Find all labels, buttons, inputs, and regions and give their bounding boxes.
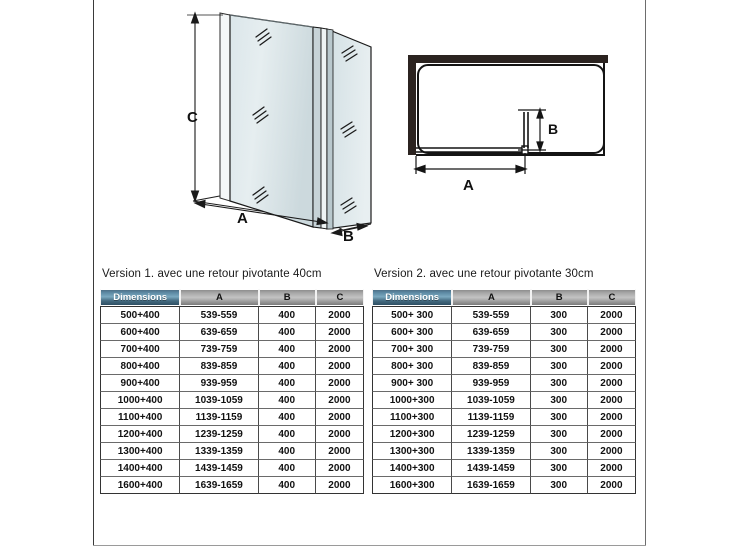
- table-row: [100, 306, 364, 324]
- table-cell-b: 300: [531, 460, 588, 477]
- table-header-row: [100, 289, 364, 306]
- table-cell-dimensions: 700+ 300: [372, 341, 452, 358]
- table-cell-dimensions: 900+400: [100, 375, 180, 392]
- dimensions-table-2: [372, 289, 636, 494]
- table-cell-dimensions: 1000+400: [100, 392, 180, 409]
- table-row: [100, 409, 364, 426]
- shower-screen-isometric-diagram: [175, 5, 385, 250]
- table-row: [100, 324, 364, 341]
- table-cell-b: 400: [259, 426, 316, 443]
- table-cell-b: 400: [259, 306, 316, 324]
- table-cell-b: 300: [531, 409, 588, 426]
- table-cell-b: 300: [531, 477, 588, 494]
- page-border-right: [645, 0, 646, 546]
- table-cell-c: 2000: [316, 306, 364, 324]
- svg-text:A: A: [237, 210, 248, 227]
- page-border-bottom: [93, 545, 646, 546]
- table-cell-dimensions: 1100+400: [100, 409, 180, 426]
- table-row: [372, 375, 636, 392]
- table-caption-version-2: Version 2. avec une retour pivotante 30cm: [374, 268, 594, 280]
- table-row: [372, 409, 636, 426]
- table-cell-dimensions: 1300+400: [100, 443, 180, 460]
- table-cell-c: 2000: [588, 460, 636, 477]
- table-row: [372, 358, 636, 375]
- table-row: [372, 426, 636, 443]
- table-cell-c: 2000: [316, 341, 364, 358]
- table-cell-b: 300: [531, 306, 588, 324]
- table-row: [100, 358, 364, 375]
- table-row: [372, 477, 636, 494]
- svg-text:A: A: [463, 177, 474, 194]
- table-cell-a: 1339-1359: [452, 443, 530, 460]
- table-cell-c: 2000: [588, 443, 636, 460]
- table-cell-b: 300: [531, 324, 588, 341]
- table-row: [372, 341, 636, 358]
- table-cell-a: 939-959: [180, 375, 258, 392]
- table-body-1: [100, 306, 364, 494]
- table-row: [372, 443, 636, 460]
- table-cell-c: 2000: [588, 409, 636, 426]
- column-header-a: A: [452, 289, 530, 306]
- table-row: [100, 426, 364, 443]
- table-cell-a: 639-659: [452, 324, 530, 341]
- table-cell-a: 939-959: [452, 375, 530, 392]
- table-cell-dimensions: 1300+300: [372, 443, 452, 460]
- table-cell-c: 2000: [316, 426, 364, 443]
- spec-table-version-1: [100, 268, 364, 494]
- table-cell-c: 2000: [316, 358, 364, 375]
- table-caption-version-1: Version 1. avec une retour pivotante 40cm: [102, 268, 322, 280]
- table-cell-a: 739-759: [452, 341, 530, 358]
- table-cell-c: 2000: [316, 375, 364, 392]
- table-cell-a: 1039-1059: [452, 392, 530, 409]
- column-header-a: A: [180, 289, 258, 306]
- column-header-dimensions: Dimensions: [372, 289, 452, 306]
- svg-text:C: C: [187, 109, 198, 126]
- table-cell-b: 400: [259, 460, 316, 477]
- table-cell-a: 739-759: [180, 341, 258, 358]
- table-cell-b: 300: [531, 392, 588, 409]
- table-cell-dimensions: 600+ 300: [372, 324, 452, 341]
- table-cell-a: 1639-1659: [452, 477, 530, 494]
- table-cell-dimensions: 800+400: [100, 358, 180, 375]
- table-body-2: [372, 306, 636, 494]
- table-cell-dimensions: 1400+400: [100, 460, 180, 477]
- table-cell-dimensions: 600+400: [100, 324, 180, 341]
- table-row: [372, 306, 636, 324]
- table-cell-c: 2000: [316, 409, 364, 426]
- table-cell-c: 2000: [588, 426, 636, 443]
- table-cell-b: 300: [531, 375, 588, 392]
- table-cell-a: 1139-1159: [452, 409, 530, 426]
- svg-text:B: B: [343, 228, 354, 245]
- table-cell-b: 400: [259, 341, 316, 358]
- table-cell-a: 1239-1259: [180, 426, 258, 443]
- column-header-b: B: [259, 289, 316, 306]
- table-cell-dimensions: 900+ 300: [372, 375, 452, 392]
- table-cell-dimensions: 1000+300: [372, 392, 452, 409]
- table-cell-a: 1339-1359: [180, 443, 258, 460]
- table-cell-b: 400: [259, 358, 316, 375]
- table-cell-dimensions: 1200+300: [372, 426, 452, 443]
- table-row: [100, 477, 364, 494]
- column-header-c: C: [588, 289, 636, 306]
- table-cell-a: 1439-1459: [452, 460, 530, 477]
- table-cell-c: 2000: [588, 477, 636, 494]
- table-row: [100, 341, 364, 358]
- table-cell-b: 400: [259, 324, 316, 341]
- table-cell-dimensions: 1100+300: [372, 409, 452, 426]
- table-row: [100, 392, 364, 409]
- table-cell-dimensions: 500+ 300: [372, 306, 452, 324]
- column-header-c: C: [316, 289, 364, 306]
- table-cell-c: 2000: [588, 358, 636, 375]
- page-border-left: [93, 0, 94, 546]
- table-cell-c: 2000: [588, 341, 636, 358]
- table-header-row: [372, 289, 636, 306]
- table-cell-a: 539-559: [180, 306, 258, 324]
- table-row: [100, 375, 364, 392]
- table-cell-a: 639-659: [180, 324, 258, 341]
- svg-text:B: B: [548, 121, 559, 137]
- table-row: [372, 324, 636, 341]
- table-cell-a: 839-859: [452, 358, 530, 375]
- table-cell-dimensions: 800+ 300: [372, 358, 452, 375]
- table-cell-b: 300: [531, 426, 588, 443]
- table-cell-dimensions: 1600+300: [372, 477, 452, 494]
- table-cell-dimensions: 1400+300: [372, 460, 452, 477]
- column-header-b: B: [531, 289, 588, 306]
- table-cell-b: 400: [259, 392, 316, 409]
- table-cell-dimensions: 700+400: [100, 341, 180, 358]
- table-cell-b: 400: [259, 409, 316, 426]
- table-cell-c: 2000: [316, 443, 364, 460]
- table-cell-dimensions: 1600+400: [100, 477, 180, 494]
- table-cell-dimensions: 1200+400: [100, 426, 180, 443]
- table-cell-a: 1239-1259: [452, 426, 530, 443]
- table-cell-b: 400: [259, 375, 316, 392]
- table-row: [100, 443, 364, 460]
- table-cell-c: 2000: [316, 392, 364, 409]
- table-cell-c: 2000: [316, 460, 364, 477]
- table-row: [372, 460, 636, 477]
- table-cell-c: 2000: [588, 392, 636, 409]
- table-cell-b: 400: [259, 443, 316, 460]
- table-row: [372, 392, 636, 409]
- table-cell-b: 300: [531, 341, 588, 358]
- table-cell-a: 1439-1459: [180, 460, 258, 477]
- table-row: [100, 460, 364, 477]
- table-cell-a: 839-859: [180, 358, 258, 375]
- table-cell-c: 2000: [316, 324, 364, 341]
- table-cell-b: 400: [259, 477, 316, 494]
- table-cell-dimensions: 500+400: [100, 306, 180, 324]
- table-cell-a: 1039-1059: [180, 392, 258, 409]
- column-header-dimensions: Dimensions: [100, 289, 180, 306]
- table-cell-c: 2000: [588, 375, 636, 392]
- table-cell-a: 539-559: [452, 306, 530, 324]
- shower-screen-plan-diagram: [400, 52, 615, 207]
- table-cell-c: 2000: [316, 477, 364, 494]
- table-cell-c: 2000: [588, 324, 636, 341]
- table-cell-a: 1639-1659: [180, 477, 258, 494]
- table-cell-a: 1139-1159: [180, 409, 258, 426]
- table-cell-b: 300: [531, 443, 588, 460]
- table-cell-b: 300: [531, 358, 588, 375]
- spec-table-version-2: [372, 268, 636, 494]
- dimensions-table-1: [100, 289, 364, 494]
- table-cell-c: 2000: [588, 306, 636, 324]
